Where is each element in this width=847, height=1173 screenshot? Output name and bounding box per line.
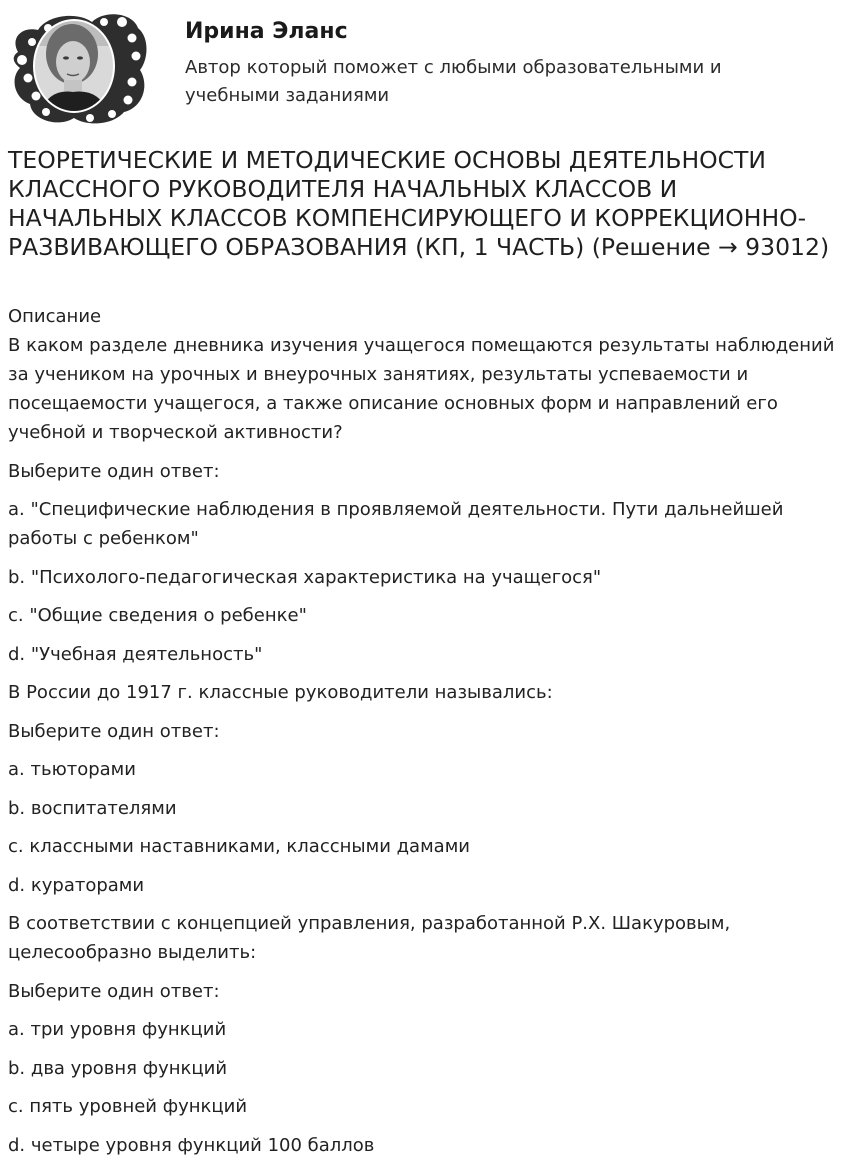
question-2-option-a: a. тьюторами (8, 759, 136, 780)
question-1-option-b: b. "Психолого-педагогическая характеристика на учащегося" (8, 566, 602, 588)
question-2-option-c: c. классными наставниками, классными дамами (8, 836, 470, 857)
question-2-text: В России до 1917 г. классные руководители назывались: (8, 682, 553, 703)
question-1-option-d: d. "Учебная деятельность" (8, 643, 263, 665)
question-2-option-b: b. воспитателями (8, 797, 177, 819)
question-3-option-b: b. два уровня функций (8, 1057, 228, 1079)
question-1-text: В каком разделе дневника изучения учащегося помещаются результаты наблюдений за учеником на урочных и внеурочных занятиях, результаты успеваемости и посещаемости учащегося, а также описание основных форм и направлений его учебной и творческой активности? (8, 335, 835, 443)
author-bio: Автор который поможет с любыми образовательными и учебными заданиями (185, 57, 722, 106)
question-3-option-a: a. три уровня функций (8, 1019, 227, 1040)
question-2-prompt: Выберите один ответ: (8, 720, 220, 742)
question-1-prompt: Выберите один ответ: (8, 460, 220, 482)
document-content (8, 302, 838, 1169)
question-2-option-d: d. кураторами (8, 874, 145, 896)
question-3-prompt: Выберите один ответ: (8, 980, 220, 1002)
document-title: ТЕОРЕТИЧЕСКИЕ И МЕТОДИЧЕСКИЕ ОСНОВЫ ДЕЯТЕЛЬНОСТИ КЛАССНОГО РУКОВОДИТЕЛЯ НАЧАЛЬНЫХ КЛАССОВ И НАЧАЛЬНЫХ КЛАССОВ КОМПЕНСИРУЮЩЕГО И КОРРЕКЦИОННО-РАЗВИВАЮЩЕГО ОБРАЗОВАНИЯ (КП, 1 ЧАСТЬ) (Решение → 93012) (8, 146, 830, 261)
author-name: Ирина Эланс (185, 19, 348, 44)
question-3-text: В соответствии с концепцией управления, разработанной Р.Х. Шакуровым, целесообразно выделить: (8, 913, 731, 963)
author-avatar (8, 8, 150, 126)
description-label: Описание (8, 306, 102, 327)
question-3-option-d: d. четыре уровня функций 100 баллов (8, 1134, 375, 1156)
question-3-option-c: c. пять уровней функций (8, 1096, 248, 1117)
question-1-option-c: c. "Общие сведения о ребенке" (8, 605, 307, 626)
author-card (8, 8, 838, 128)
question-1-option-a: a. "Специфические наблюдения в проявляемой деятельности. Пути дальнейшей работы с ребенком" (8, 499, 784, 549)
